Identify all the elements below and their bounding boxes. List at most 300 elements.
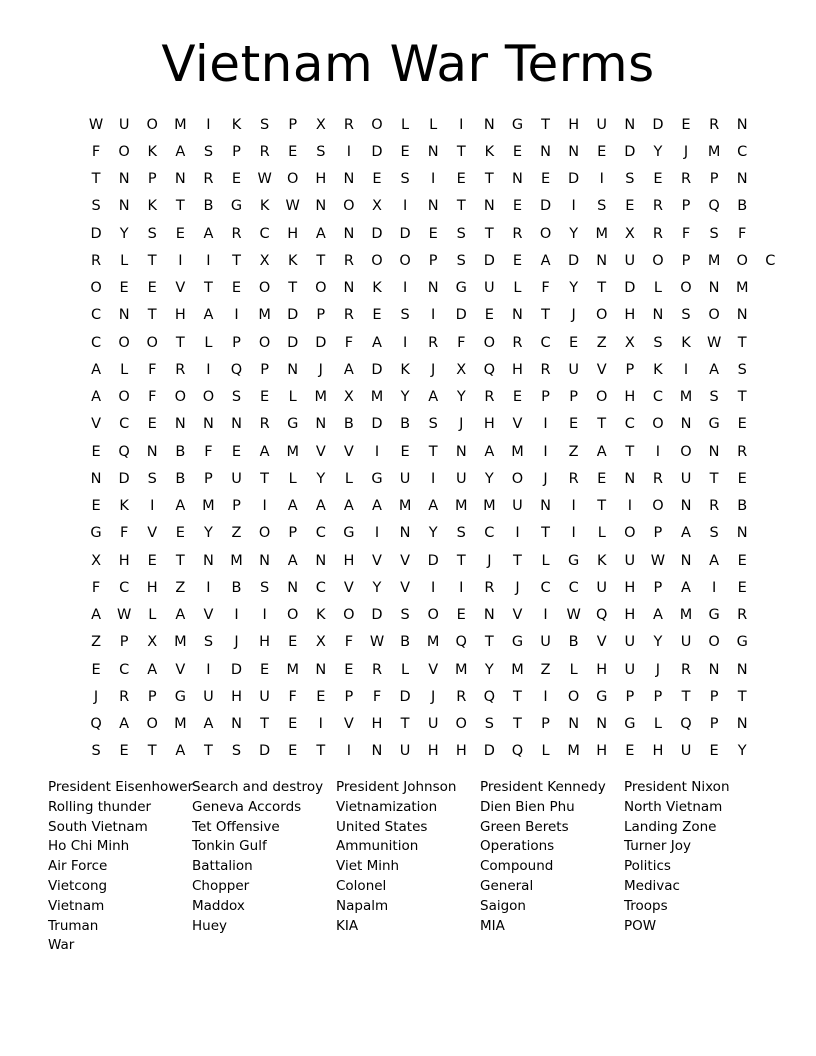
grid-letter: I <box>262 607 267 624</box>
grid-letter: N <box>736 661 748 678</box>
grid-letter: H <box>174 307 186 324</box>
grid-letter: N <box>512 307 523 324</box>
grid-letter: T <box>737 334 747 351</box>
grid-letter: C <box>737 143 748 160</box>
grid-letter: O <box>146 334 158 351</box>
word-list-item: Troops <box>624 897 668 914</box>
grid-letter: A <box>91 361 101 378</box>
grid-letter: A <box>315 498 326 515</box>
grid-letter: C <box>765 252 776 269</box>
grid-letter: T <box>597 280 607 297</box>
grid-letter: A <box>484 443 495 460</box>
grid-letter: N <box>287 579 299 596</box>
grid-letter: E <box>709 743 719 760</box>
grid-letter: I <box>431 171 436 188</box>
word-list-item: United States <box>336 818 428 835</box>
grid-letter: O <box>652 498 664 515</box>
word-list-item: War <box>48 937 75 954</box>
word-list-item: Ammunition <box>336 838 419 855</box>
grid-letter: B <box>400 634 411 651</box>
grid-row <box>82 247 784 274</box>
grid-letter: O <box>343 198 355 215</box>
grid-letter: N <box>680 416 692 433</box>
word-list-item: Politics <box>624 858 671 875</box>
grid-letter: P <box>541 389 550 406</box>
grid-letter: N <box>736 116 748 133</box>
grid-letter: X <box>372 198 382 215</box>
grid-letter: B <box>175 470 186 487</box>
grid-letter: O <box>596 307 608 324</box>
grid-letter: T <box>513 552 522 569</box>
grid-letter: T <box>428 443 438 460</box>
grid-letter: E <box>231 171 242 188</box>
grid-letter: H <box>427 743 439 760</box>
grid-letter: O <box>483 334 496 351</box>
grid-letter: T <box>597 498 607 515</box>
grid-letter: E <box>260 389 270 406</box>
grid-letter: B <box>737 498 748 515</box>
grid-letter: H <box>371 716 383 733</box>
grid-letter: V <box>512 607 523 624</box>
grid-letter: I <box>571 498 576 515</box>
word-list-item: Geneva Accords <box>192 798 302 815</box>
grid-letter: I <box>206 661 211 678</box>
grid-letter: Q <box>455 634 467 651</box>
grid-letter: R <box>512 225 523 242</box>
grid-letter: L <box>148 607 157 624</box>
grid-letter: Y <box>653 143 663 160</box>
grid-letter: F <box>91 579 101 596</box>
grid-letter: E <box>737 579 747 596</box>
grid-letter: E <box>484 307 494 324</box>
grid-letter: H <box>652 743 664 760</box>
grid-letter: D <box>118 470 130 487</box>
grid-letter: A <box>428 389 439 406</box>
grid-letter: O <box>567 688 580 705</box>
word-list-item: Turner Joy <box>624 838 691 855</box>
grid-letter: E <box>231 443 242 460</box>
grid-letter: D <box>90 225 102 242</box>
grid-letter: M <box>426 634 440 651</box>
grid-letter: I <box>206 361 211 378</box>
grid-letter: R <box>91 252 102 269</box>
grid-letter: G <box>287 416 299 433</box>
grid-letter: Y <box>316 470 326 487</box>
grid-letter: I <box>150 498 155 515</box>
grid-letter: A <box>372 498 382 515</box>
grid-letter: H <box>568 116 580 133</box>
grid-letter: L <box>541 743 550 760</box>
grid-letter: J <box>459 416 464 433</box>
grid-letter: T <box>91 171 101 188</box>
grid-letter: S <box>456 252 466 269</box>
grid-letter: T <box>147 252 157 269</box>
grid-letter: N <box>90 470 102 487</box>
grid-letter: R <box>456 688 467 705</box>
grid-letter: T <box>316 743 326 760</box>
grid-letter: R <box>428 334 439 351</box>
grid-letter: T <box>203 743 213 760</box>
grid-letter: T <box>541 116 550 133</box>
grid-letter: J <box>543 470 548 487</box>
grid-letter: W <box>88 116 104 133</box>
grid-letter: F <box>541 280 550 297</box>
grid-letter: E <box>456 607 466 624</box>
grid-letter: L <box>344 470 353 487</box>
grid-letter: T <box>175 334 185 351</box>
grid-letter: R <box>484 579 495 596</box>
grid-letter: U <box>680 743 692 760</box>
grid-letter: I <box>571 525 576 542</box>
grid-letter: R <box>709 498 720 515</box>
grid-letter: R <box>652 470 663 487</box>
grid-letter: A <box>175 607 186 624</box>
grid-letter: S <box>203 143 214 160</box>
grid-letter: D <box>539 198 552 215</box>
grid-letter: K <box>596 552 607 569</box>
grid-letter: P <box>709 716 719 733</box>
grid-letter: P <box>625 688 635 705</box>
grid-letter: E <box>512 198 523 215</box>
grid-letter: U <box>568 361 579 378</box>
grid-letter: U <box>624 552 636 569</box>
grid-letter: R <box>709 116 720 133</box>
grid-letter: O <box>315 280 327 297</box>
grid-letter: H <box>512 361 523 378</box>
grid-letter: K <box>287 252 298 269</box>
grid-letter: F <box>344 634 354 651</box>
grid-letter: M <box>735 280 749 297</box>
grid-letter: V <box>203 607 214 624</box>
grid-letter: T <box>737 688 747 705</box>
grid-letter: V <box>175 280 186 297</box>
grid-letter: S <box>91 198 101 215</box>
grid-letter: I <box>262 498 267 515</box>
grid-letter: A <box>709 552 720 569</box>
grid-letter: N <box>315 661 327 678</box>
grid-letter: I <box>543 607 548 624</box>
grid-row <box>82 138 784 165</box>
grid-letter: D <box>483 743 495 760</box>
grid-letter: I <box>234 607 239 624</box>
grid-letter: I <box>655 443 661 460</box>
grid-letter: N <box>315 416 327 433</box>
grid-letter: A <box>91 607 101 624</box>
grid-letter: X <box>259 252 270 269</box>
grid-letter: Q <box>483 688 496 705</box>
grid-letter: N <box>287 361 299 378</box>
grid-letter: H <box>231 688 242 705</box>
grid-letter: O <box>652 416 664 433</box>
grid-letter: P <box>541 716 550 733</box>
grid-letter: U <box>680 470 692 487</box>
grid-letter: R <box>119 688 130 705</box>
grid-letter: B <box>400 416 411 433</box>
grid-letter: R <box>231 225 242 242</box>
grid-letter: S <box>456 225 466 242</box>
grid-letter: X <box>315 634 326 651</box>
grid-letter: D <box>568 171 580 188</box>
grid-letter: I <box>318 716 323 733</box>
grid-letter: I <box>431 579 436 596</box>
grid-letter: O <box>286 607 299 624</box>
grid-letter: V <box>400 579 411 596</box>
grid-letter: C <box>90 334 102 351</box>
grid-letter: F <box>288 688 297 705</box>
grid-letter: Q <box>230 361 243 378</box>
grid-letter: E <box>288 743 298 760</box>
grid-row <box>82 493 784 520</box>
grid-letter: Y <box>119 225 129 242</box>
grid-letter: O <box>539 225 552 242</box>
grid-letter: E <box>147 552 157 569</box>
grid-letter: S <box>231 743 242 760</box>
grid-letter: H <box>624 389 636 406</box>
word-list-item: Napalm <box>336 897 389 914</box>
grid-row <box>82 629 784 656</box>
grid-letter: E <box>260 661 270 678</box>
grid-letter: P <box>653 579 663 596</box>
grid-letter: A <box>119 716 130 733</box>
grid-letter: E <box>681 116 691 133</box>
grid-letter: E <box>400 443 410 460</box>
grid-letter: C <box>259 225 270 242</box>
grid-letter: O <box>624 525 636 542</box>
grid-letter: P <box>653 688 663 705</box>
grid-letter: I <box>346 143 352 160</box>
grid-letter: E <box>316 688 326 705</box>
grid-letter: D <box>455 307 467 324</box>
grid-letter: J <box>515 579 520 596</box>
grid-letter: P <box>119 634 129 651</box>
grid-letter: I <box>431 470 436 487</box>
grid-row <box>82 602 784 629</box>
grid-letter: E <box>653 171 663 188</box>
grid-letter: K <box>147 143 157 160</box>
word-list-item: President Kennedy <box>480 779 606 795</box>
grid-letter: T <box>541 307 550 324</box>
grid-letter: V <box>596 634 607 651</box>
grid-letter: V <box>175 661 186 678</box>
grid-letter: O <box>118 389 130 406</box>
grid-letter: G <box>708 416 720 433</box>
grid-letter: A <box>709 361 720 378</box>
grid-letter: N <box>540 498 551 515</box>
page-title: Vietnam War Terms <box>161 35 655 93</box>
grid-letter: M <box>707 252 721 269</box>
grid-letter: E <box>512 143 523 160</box>
grid-letter: C <box>119 416 130 433</box>
grid-row <box>82 520 784 547</box>
grid-letter: I <box>543 416 548 433</box>
grid-letter: N <box>736 525 748 542</box>
grid-row <box>82 220 784 247</box>
grid-letter: G <box>230 198 243 215</box>
grid-letter: W <box>257 171 272 188</box>
grid-row <box>82 438 784 465</box>
grid-letter: F <box>148 389 157 406</box>
grid-letter: J <box>571 307 576 324</box>
grid-letter: V <box>512 416 523 433</box>
grid-letter: N <box>736 716 748 733</box>
grid-letter: G <box>568 552 580 569</box>
grid-row <box>82 738 784 765</box>
grid-letter: J <box>487 552 492 569</box>
grid-letter: B <box>175 443 186 460</box>
grid-letter: N <box>512 171 523 188</box>
grid-letter: X <box>91 552 102 569</box>
word-list-item: South Vietnam <box>48 818 148 835</box>
grid-letter: C <box>119 579 130 596</box>
grid-letter: T <box>681 688 691 705</box>
grid-letter: E <box>569 416 579 433</box>
grid-letter: L <box>597 525 606 542</box>
grid-letter: R <box>737 607 748 624</box>
grid-letter: T <box>288 280 298 297</box>
word-list-item: MIA <box>480 917 505 934</box>
grid-letter: E <box>372 307 382 324</box>
grid-letter: L <box>513 280 522 297</box>
grid-letter: J <box>234 634 239 651</box>
word-list-item: Viet Minh <box>336 858 400 875</box>
grid-letter: N <box>118 198 130 215</box>
grid-letter: U <box>540 634 551 651</box>
grid-letter: O <box>286 171 299 188</box>
grid-letter: N <box>371 743 383 760</box>
grid-letter: T <box>541 525 550 542</box>
grid-letter: A <box>652 607 663 624</box>
grid-letter: S <box>428 416 438 433</box>
grid-letter: N <box>624 116 636 133</box>
grid-letter: N <box>343 171 355 188</box>
grid-letter: V <box>343 579 354 596</box>
grid-letter: I <box>683 361 689 378</box>
grid-letter: U <box>259 688 270 705</box>
grid-letter: S <box>316 143 326 160</box>
grid-letter: U <box>118 116 130 133</box>
grid-letter: P <box>653 525 663 542</box>
grid-letter: N <box>118 171 130 188</box>
grid-letter: V <box>400 552 411 569</box>
grid-letter: F <box>681 225 691 242</box>
grid-letter: J <box>431 361 436 378</box>
word-list-item: North Vietnam <box>624 798 723 815</box>
grid-letter: V <box>428 661 439 678</box>
grid-row <box>82 275 784 302</box>
grid-letter: A <box>259 443 270 460</box>
grid-letter: E <box>737 552 747 569</box>
grid-row <box>82 356 784 383</box>
grid-letter: I <box>711 579 717 596</box>
grid-letter: F <box>148 361 157 378</box>
grid-letter: S <box>231 389 242 406</box>
grid-letter: O <box>118 334 130 351</box>
grid-letter: S <box>737 361 747 378</box>
grid-letter: P <box>569 389 579 406</box>
grid-letter: N <box>708 661 720 678</box>
grid-letter: S <box>709 389 719 406</box>
grid-letter: O <box>511 470 524 487</box>
word-list-item: Dien Bien Phu <box>480 798 575 815</box>
grid-letter: K <box>259 198 270 215</box>
grid-letter: I <box>206 116 211 133</box>
grid-letter: Y <box>569 280 579 297</box>
grid-letter: P <box>204 470 213 487</box>
grid-letter: G <box>90 525 102 542</box>
grid-letter: M <box>286 661 299 678</box>
grid-letter: D <box>287 334 299 351</box>
word-list <box>48 778 788 956</box>
grid-letter: E <box>737 470 747 487</box>
grid-letter: N <box>624 470 636 487</box>
grid-letter: O <box>202 389 215 406</box>
grid-letter: N <box>736 307 748 324</box>
grid-row <box>82 384 784 411</box>
grid-letter: W <box>650 552 666 569</box>
grid-letter: N <box>427 280 439 297</box>
grid-letter: J <box>655 661 661 678</box>
grid-letter: T <box>260 470 270 487</box>
grid-letter: S <box>709 525 719 542</box>
grid-letter: R <box>568 470 579 487</box>
grid-row <box>82 465 784 492</box>
grid-letter: U <box>203 688 214 705</box>
grid-letter: L <box>429 116 438 133</box>
grid-letter: N <box>483 116 495 133</box>
grid-letter: K <box>484 143 495 160</box>
grid-letter: R <box>680 661 692 678</box>
grid-letter: A <box>175 743 186 760</box>
grid-letter: S <box>260 116 270 133</box>
grid-letter: X <box>343 389 354 406</box>
grid-letter: D <box>652 116 664 133</box>
grid-letter: M <box>258 307 271 324</box>
grid-letter: C <box>652 389 663 406</box>
grid-letter: L <box>653 280 662 297</box>
grid-letter: T <box>400 716 410 733</box>
grid-letter: J <box>93 688 99 705</box>
grid-letter: R <box>343 307 354 324</box>
grid-letter: U <box>596 579 608 596</box>
grid-letter: T <box>484 634 494 651</box>
grid-letter: P <box>147 688 157 705</box>
grid-letter: H <box>596 743 608 760</box>
grid-letter: I <box>206 579 211 596</box>
grid-letter: A <box>91 389 101 406</box>
grid-letter: T <box>456 552 466 569</box>
grid-letter: H <box>624 579 636 596</box>
grid-letter: P <box>316 307 326 324</box>
grid-letter: X <box>456 361 467 378</box>
grid-letter: I <box>459 116 464 133</box>
grid-letter: N <box>427 143 439 160</box>
grid-letter: Z <box>540 661 551 678</box>
grid-letter: C <box>568 579 579 596</box>
grid-letter: X <box>315 116 326 133</box>
grid-letter: R <box>259 416 270 433</box>
grid-letter: J <box>683 143 689 160</box>
grid-letter: V <box>91 416 101 433</box>
grid-letter: T <box>513 716 522 733</box>
grid-letter: I <box>374 443 380 460</box>
grid-letter: O <box>652 252 664 269</box>
grid-letter: N <box>202 552 214 569</box>
word-list-item: Air Force <box>48 858 108 875</box>
grid-letter: U <box>231 470 242 487</box>
grid-letter: O <box>680 443 692 460</box>
grid-letter: L <box>401 661 410 678</box>
grid-letter: Y <box>653 634 663 651</box>
